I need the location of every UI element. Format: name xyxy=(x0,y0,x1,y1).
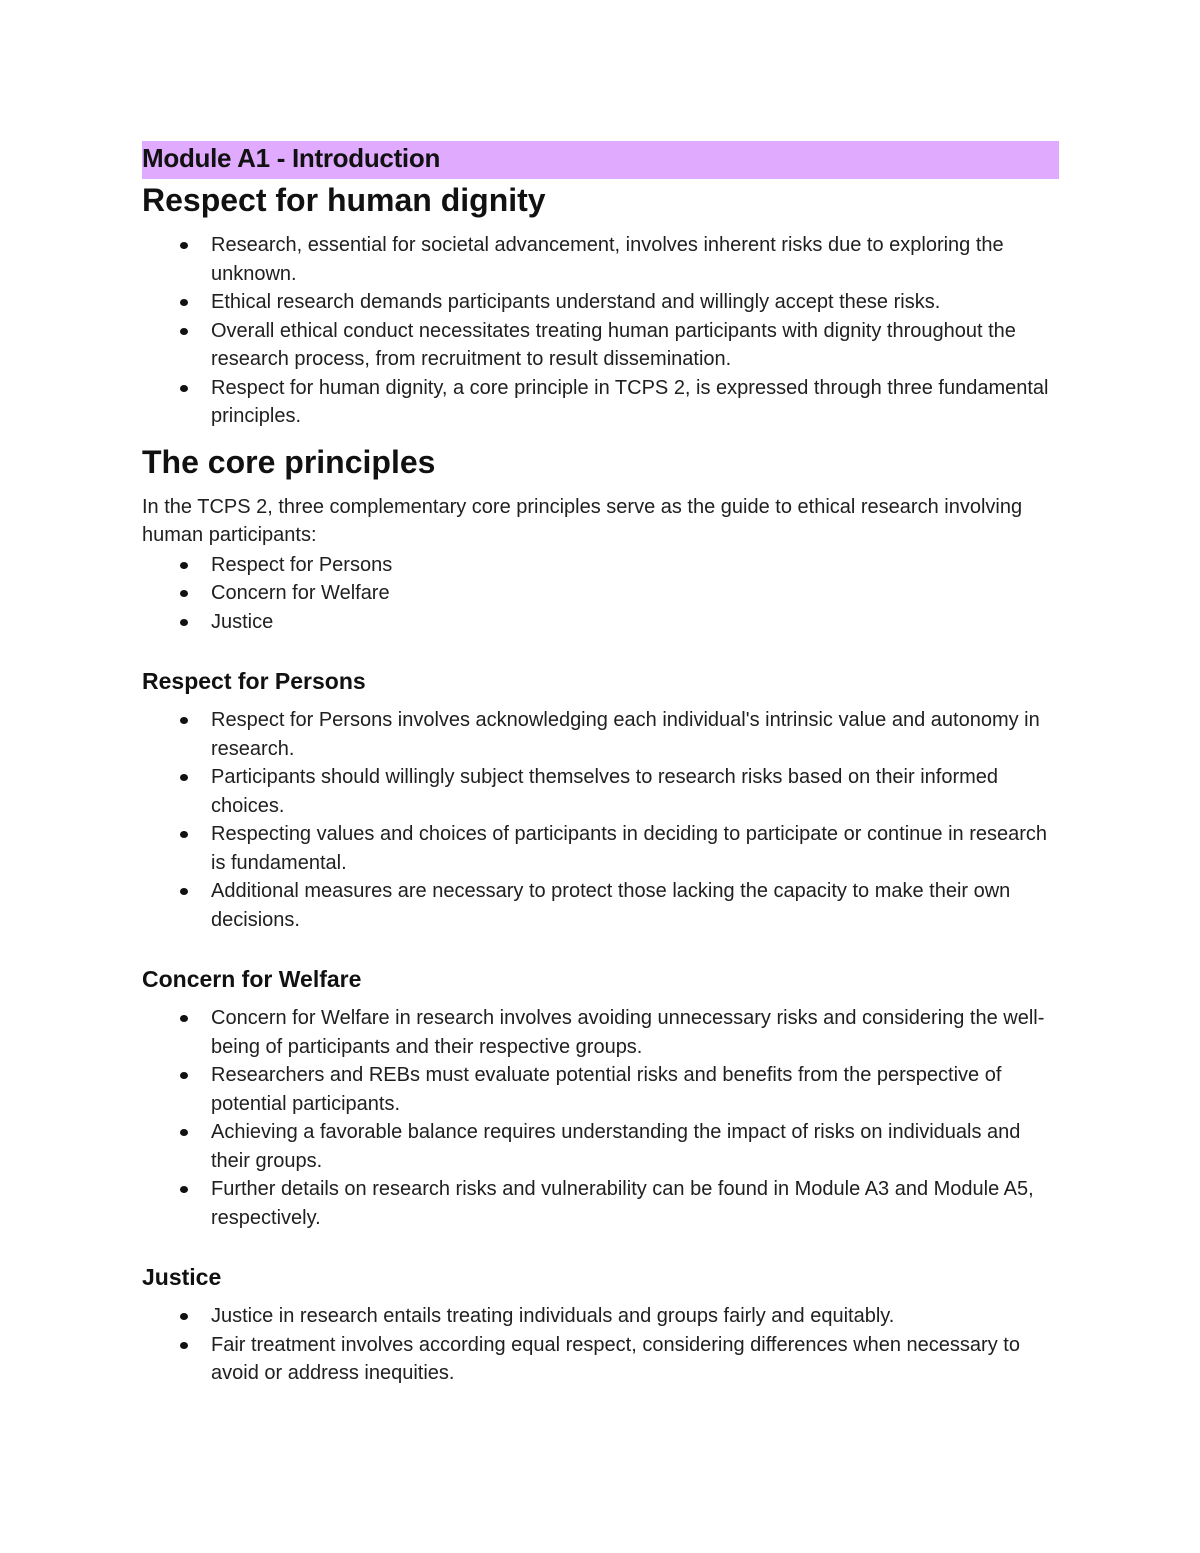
bullet-icon xyxy=(180,1313,188,1320)
list-item: Achieving a favorable balance requires understanding the impact of risks on individuals and their groups. xyxy=(142,1118,1059,1175)
list-item: Respect for Persons involves acknowledging each individual's intrinsic value and autonomy in research. xyxy=(142,706,1059,763)
list-item: Justice xyxy=(142,608,1059,637)
list-item: Respect for Persons xyxy=(142,551,1059,580)
list-justice xyxy=(142,1302,1059,1388)
list-item: Respect for human dignity, a core principle in TCPS 2, is expressed through three fundamental principles. xyxy=(142,374,1059,431)
bullet-icon xyxy=(180,1186,188,1193)
bullet-icon xyxy=(180,562,188,569)
list-concern-for-welfare xyxy=(142,1004,1059,1232)
document-page xyxy=(142,141,1059,1388)
list-item: Further details on research risks and vulnerability can be found in Module A3 and Module A5, respectively. xyxy=(142,1175,1059,1232)
list-item: Additional measures are necessary to protect those lacking the capacity to make their own decisions. xyxy=(142,877,1059,934)
list-item: Researchers and REBs must evaluate potential risks and benefits from the perspective of potential participants. xyxy=(142,1061,1059,1118)
bullet-icon xyxy=(180,590,188,597)
list-respect-for-persons xyxy=(142,706,1059,934)
list-item: Justice in research entails treating individuals and groups fairly and equitably. xyxy=(142,1302,1059,1331)
bullet-icon xyxy=(180,1072,188,1079)
bullet-icon xyxy=(180,888,188,895)
heading-core-principles: The core principles xyxy=(142,443,436,480)
bullet-icon xyxy=(180,1129,188,1136)
bullet-icon xyxy=(180,242,188,249)
list-human-dignity xyxy=(142,231,1059,431)
list-item: Respecting values and choices of participants in deciding to participate or continue in research is fundamental. xyxy=(142,820,1059,877)
bullet-icon xyxy=(180,619,188,626)
list-item: Ethical research demands participants understand and willingly accept these risks. xyxy=(142,288,1059,317)
heading-concern-for-welfare: Concern for Welfare xyxy=(142,966,362,992)
bullet-icon xyxy=(180,1015,188,1022)
heading-respect-for-persons: Respect for Persons xyxy=(142,668,366,694)
list-item: Overall ethical conduct necessitates treating human participants with dignity throughout the research process, from recruitment to result dissemination. xyxy=(142,317,1059,374)
bullet-icon xyxy=(180,328,188,335)
module-title: Module A1 - Introduction xyxy=(142,141,1059,179)
bullet-icon xyxy=(180,299,188,306)
heading-justice: Justice xyxy=(142,1264,222,1290)
bullet-icon xyxy=(180,1342,188,1349)
bullet-icon xyxy=(180,774,188,781)
list-item: Research, essential for societal advancement, involves inherent risks due to exploring the unknown. xyxy=(142,231,1059,288)
list-item: Participants should willingly subject themselves to research risks based on their informed choices. xyxy=(142,763,1059,820)
list-core-principles xyxy=(142,551,1059,637)
bullet-icon xyxy=(180,831,188,838)
list-item: Fair treatment involves according equal respect, considering differences when necessary to avoid or address inequities. xyxy=(142,1331,1059,1388)
list-item: Concern for Welfare xyxy=(142,579,1059,608)
bullet-icon xyxy=(180,385,188,392)
bullet-icon xyxy=(180,717,188,724)
heading-respect-human-dignity: Respect for human dignity xyxy=(142,182,546,218)
core-principles-intro: In the TCPS 2, three complementary core principles serve as the guide to ethical research involving human participants: xyxy=(142,495,1023,546)
list-item: Concern for Welfare in research involves avoiding unnecessary risks and considering the well-being of participants and their respective groups. xyxy=(142,1004,1059,1061)
